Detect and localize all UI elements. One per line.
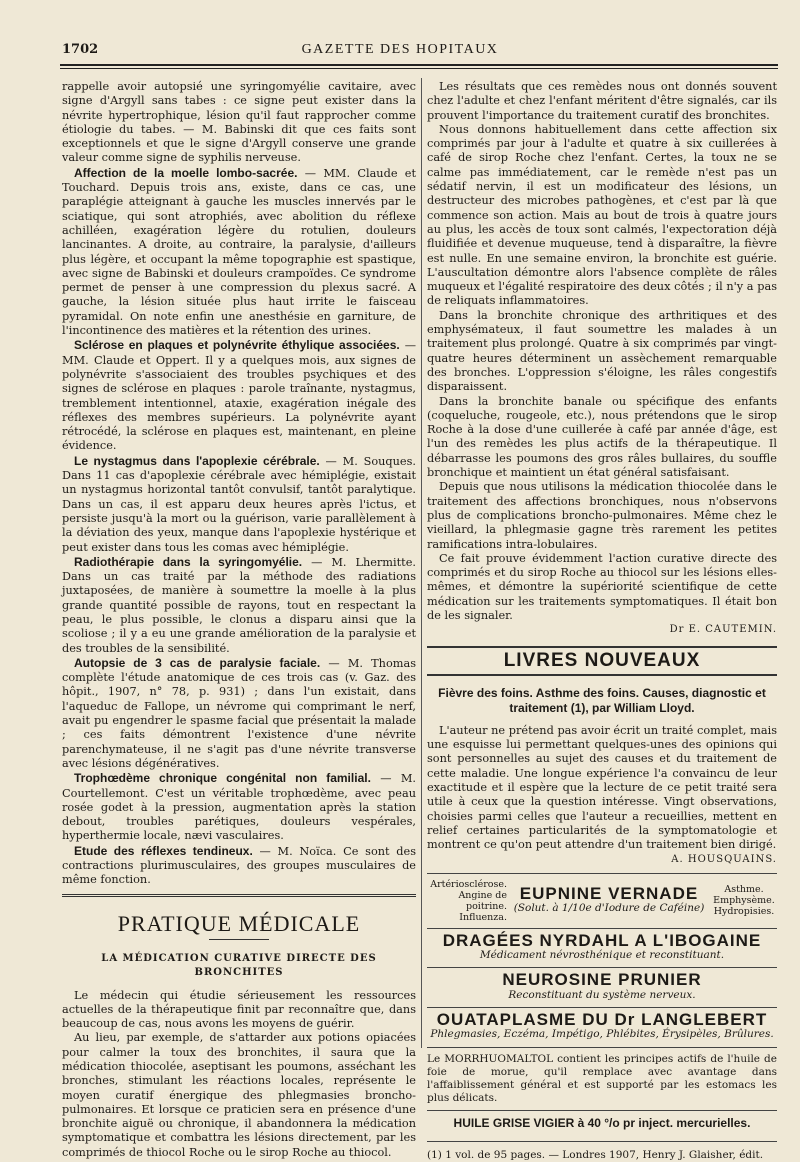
section-title: LIVRES NOUVEAUX	[427, 646, 777, 676]
ad-nyrdahl	[427, 928, 777, 968]
paragraph: rappelle avoir autopsié une syringomyélie cavitaire, avec signe d'Argyll sans tabes : ce signe peut exister dans la névrite hypertrophique, lésion qu'il faut rapprocher comme étiologie du tabes. — M. Babinski dit que ces faits sont exceptionnels et que le signe d'Argyll conserve une grande valeur comme signe de syphilis nerveuse.	[62, 80, 416, 165]
header-rule-thin	[60, 68, 778, 69]
paragraph: Nous donnons habituellement dans cette affection six comprimés par jour à l'adulte et quatre à six cuillerées à café de sirop Roche chez l'enfant. Certes, la toux ne se calme pas immédiatement, car le remède n'est pas un sédatif nervin, il est un modificateur des lésions, un destructeur des microbes pathogènes, et c'est par là que commence son action. Mais au bout de trois à quatre jours au plus, les accès de toux sont calmés, l'expectoration déjà fluidifiée et devenue muqueuse, tend à disparaître, la fièvre est nulle. En une semaine environ, la bronchite est guérie. L'auscultation démontre alors l'absence complète de râles muqueux et l'égalité respiratoire des deux côtés ; il n'y a pas de reliquats inflammatoires.	[427, 122, 777, 308]
footnote: (1) 1 vol. de 95 pages. — Londres 1907, Henry J. Glaisher, édit.	[427, 1141, 777, 1162]
article-entry: Affection de la moelle lombo-sacrée. — MM. Claude et Touchard. Depuis trois ans, existe, dans ce cas, une paraplégie atteignant à gauche les muscles innervés par le sciatique, qui sont atrophiés, avec abolition du réflexe achilléen, exagération légère du rotulien, douleurs lancinantes. A droite, au contraire, la paralysie, d'ailleurs plus légère, et occupant la même topographie est spastique, avec signe de Babinski et douleurs crampoïdes. Ce syndrome permet de penser à une compression du plexus sacré. A gauche, la lésion située plus haut irrite le faisceau pyramidal. On note enfin une anesthésie en garniture, de l'incontinence des matières et la rétention des urines.	[62, 165, 416, 338]
book-title: Fièvre des foins. Asthme des foins. Causes, diagnostic et traitement (1), par William Lloyd.	[438, 685, 766, 715]
ad-name: NEUROSINE PRUNIER	[502, 970, 702, 990]
section-title: PRATIQUE MÉDICALE	[117, 910, 361, 936]
article-entry: Etude des réflexes tendineux. — M. Noïca. Ce sont des contractions plurimusculaires, des groupes musculaires de même fonction.	[62, 843, 416, 887]
paragraph: Le médecin qui étudie sérieusement les ressources actuelles de la thérapeutique finit par reconnaître que, dans beaucoup de cas, nous avons les moyens de guérir.	[62, 988, 416, 1031]
ad-subtitle: Reconstituant du système nerveux.	[508, 988, 696, 1001]
book-review: L'auteur ne prétend pas avoir écrit un traité complet, mais une esquisse lui permettant quelques-unes des opinions qui sont personnelles au sujet des causes et du traitement de cette maladie. Une longue expérience l'a convaincu de leur exactitude et il espère que la lecture de ce petit traité sera utile à ceux que la question intéresse. Vingt observations, choisies parmi celles que l'auteur a recueillies, mettent en relief certaines particularités de la symptomatologie et montrent ce qu'on peut attendre d'un traitement bien dirigé.	[427, 723, 777, 852]
ad-name: OUATAPLASME DU Dr LANGLEBERT	[436, 1010, 768, 1030]
article-entry: Le nystagmus dans l'apoplexie cérébrale. — M. Souques. Dans 11 cas d'apoplexie cérébrale avec hémiplégie, existait un nystagmus horizontal tantôt convulsif, tantôt paralytique. Dans un cas, il est apparu deux heures après l'ictus, et persiste jusqu'à la mort ou la guérison, varie parallèlement à la déviation des yeux, manque dans l'apoplexie hystérique et peut exister dans tous les comas avec hémiplégie.	[62, 453, 416, 554]
ad-subtitle: (Solut. à 1/10e d'Iodure de Caféine)	[513, 901, 705, 914]
ad-morrhuomaltol: Le MORRHUOMALTOL contient les principes actifs de l'huile de foie de morue, qu'il remplace avec avantage dans l'affaiblissement général et est supporté par les estomacs les plus délicats.	[427, 1047, 777, 1110]
signature: Dr E. CAUTEMIN.	[669, 624, 777, 636]
ad-name: DRAGÉES NYRDAHL A L'IBOGAINE	[442, 930, 762, 950]
article-entry: Radiothérapie dans la syringomyélie. — M. Lhermitte. Dans un cas traité par la méthode des radiations juxtaposées, de manière à soumettre la moelle à la plus grande quantité possible de rayons, tout en respectant la peau, le plus possible, le clonus a disparu ainsi que la scoliose ; il y a eu une grande amélioration de la paralysie et des troubles de la sensibilité.	[62, 554, 416, 655]
ad-indications-right: Asthme. Emphysème. Hydropisies.	[713, 884, 775, 918]
article-entry: Trophœdème chronique congénital non familial. — M. Courtellemont. C'est un véritable trophœdème, avec peau rosée godet à la pression, augmentation après la station debout, troubles parétiques, douleurs vespérales, hyperthermie locale, nævi vasculaires.	[62, 771, 416, 843]
journal-title: GAZETTE DES HOPITAUX	[301, 42, 499, 57]
section-header	[62, 894, 416, 935]
ad-subtitle: Médicament névrosthénique et reconstituant.	[479, 949, 725, 962]
ad-huile-grise: HUILE GRISE VIGIER à 40 °/o pr inject. mercurielles.	[427, 1110, 777, 1135]
ad-eupnine	[427, 873, 777, 928]
ad-indications-left: Artériosclérose. Angine de poitrine. Influenza.	[430, 878, 507, 923]
right-column	[427, 80, 777, 1162]
paragraph: Dans la bronchite banale ou spécifique des enfants (coqueluche, rougeole, etc.), nous prétendons que le sirop Roche à la dose d'une cuillerée à café par année d'âge, est l'un des remèdes les plus actifs de la thérapeutique. Il débarrasse les poumons des gros râles bullaires, du souffle bronchique et maintient un état général satisfaisant.	[427, 394, 777, 480]
review-signature: A. HOUSQUAINS.	[671, 853, 777, 865]
left-column	[62, 80, 416, 1160]
article-subhead: LA MÉDICATION CURATIVE DIRECTE DES BRONCHITES	[101, 952, 377, 979]
article-entry: Autopsie de 3 cas de paralysie faciale. — M. Thomas complète l'étude anatomique de ces trois cas (v. Gaz. des hôpit., 1907, n° 78, p. 931) ; dans l'un existait, dans l'aqueduc de Fallope, un névrome qui comprimant le nerf, avait pu engendrer le spasme facial que présentait la malade ; ces faits démontrent l'existence d'une névrite parenchymateuse, il ne s'agit pas d'une névrite transverse avec lésions dégénératives.	[62, 655, 416, 770]
ad-neurosine	[427, 967, 777, 1007]
header-rule	[60, 64, 778, 66]
column-divider	[421, 78, 422, 1048]
ad-name: EUPNINE VERNADE	[519, 883, 699, 903]
article-entry: Sclérose en plaques et polynévrite éthylique associées. — MM. Claude et Oppert. Il y a quelques mois, aux signes de polynévrite s'associaient des troubles psychiques et des signes de sclérose en plaques : parole traînante, nystagmus, tremblement intentionnel, ataxie, exagération inégale des réflexes des membres supérieurs. La polynévrite ayant rétrocédé, la sclérose en plaques est, maintenant, en pleine évidence.	[62, 338, 416, 453]
ad-ouataplasme	[427, 1007, 777, 1047]
paragraph: Depuis que nous utilisons la médication thiocolée dans le traitement des affections bronchiques, nous n'observons plus de complications broncho-pulmonaires. Même chez le vieillard, la phlegmasie gagne très rarement les petites ramifications intra-lobulaires.	[427, 480, 777, 551]
paragraph: Dans la bronchite chronique des arthritiques et des emphysémateux, il faut soumettre les malades à un traitement plus prolongé. Quatre à six comprimés par vingt-quatre heures déterminent un assèchement remarquable des bronches. L'oppression s'éloigne, les râles congestifs disparaissent.	[427, 308, 777, 394]
divider	[209, 939, 269, 940]
paragraph: Au lieu, par exemple, de s'attarder aux potions opiacées pour calmer la toux des bronchites, il saura que la médication thiocolée, aseptisant les poumons, asséchant les bronches, stimulant les réactions locales, représente le moyen curatif énergique des phlegmasies broncho-pulmonaires. Et lorsque ce praticien sera en présence d'une bronchite aiguë ou chronique, il abandonnera la médication symptomatique et combattra les lésions directement, par les comprimés de thiocol Roche ou le sirop Roche au thiocol.	[62, 1031, 416, 1159]
paragraph: Les résultats que ces remèdes nous ont donnés souvent chez l'adulte et chez l'enfant méritent d'être signalés, car ils prouvent l'importance du traitement curatif des bronchites.	[427, 80, 777, 122]
page-number: 1702	[62, 42, 99, 57]
ad-subtitle: Phlegmasies, Eczéma, Impétigo, Phlébites, Érysipèles, Brûlures.	[430, 1028, 774, 1041]
paragraph: Ce fait prouve évidemment l'action curative directe des comprimés et du sirop Roche au thiocol sur les lésions elles-mêmes, et démontre la supériorité scientifique de cette médication sur les traitements symptomatiques. Il était bon de les signaler.	[427, 551, 777, 622]
